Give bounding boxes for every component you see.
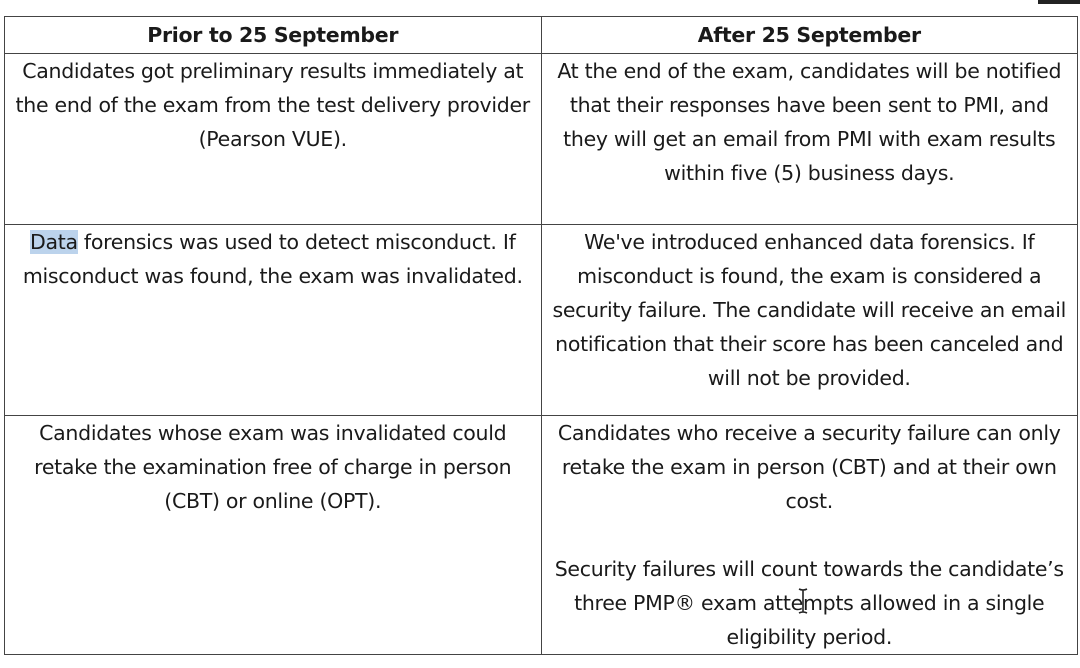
para2-start: Security failures will count towards the candidate’s three PMP® exam atte xyxy=(554,557,1064,615)
cell-after-forensics[interactable]: We've introduced enhanced data forensics. If misconduct is found, the exam is considered a security failure. The candidate will receive an email notification that their score has been canceled and will not be provided. xyxy=(541,225,1078,416)
cell-prior-forensics-text: forensics was used to detect misconduct. If misconduct was found, the exam was invalidated. xyxy=(22,230,523,288)
cell-after-retake[interactable] xyxy=(541,416,1078,655)
header-prior: Prior to 25 September xyxy=(5,17,542,54)
cell-after-results[interactable]: At the end of the exam, candidates will be notified that their responses have been sent to PMI, and they will get an email from PMI with exam results within five (5) business days. xyxy=(541,54,1078,225)
paragraph-gap xyxy=(550,518,1070,552)
table-row xyxy=(5,416,1078,655)
cell-prior-results[interactable]: Candidates got preliminary results immediately at the end of the exam from the test delivery provider (Pearson VUE). xyxy=(5,54,542,225)
selected-text-highlight[interactable]: Data xyxy=(29,230,78,254)
header-after: After 25 September xyxy=(541,17,1078,54)
cell-after-retake-para1: Candidates who receive a security failure can only retake the exam in person (CBT) and at their own cost. xyxy=(557,421,1061,513)
cell-prior-retake[interactable]: Candidates whose exam was invalidated could retake the examination free of charge in person (CBT) or online (OPT). xyxy=(5,416,542,655)
table-row xyxy=(5,54,1078,225)
cell-prior-forensics[interactable] xyxy=(5,225,542,416)
table-header-row xyxy=(5,17,1078,54)
cell-after-retake-para2 xyxy=(550,552,1070,654)
window-corner-mark xyxy=(1038,0,1080,4)
table-row xyxy=(5,225,1078,416)
para2-end: mpts allowed in a single eligibility period. xyxy=(726,591,1045,649)
comparison-table xyxy=(4,16,1078,655)
